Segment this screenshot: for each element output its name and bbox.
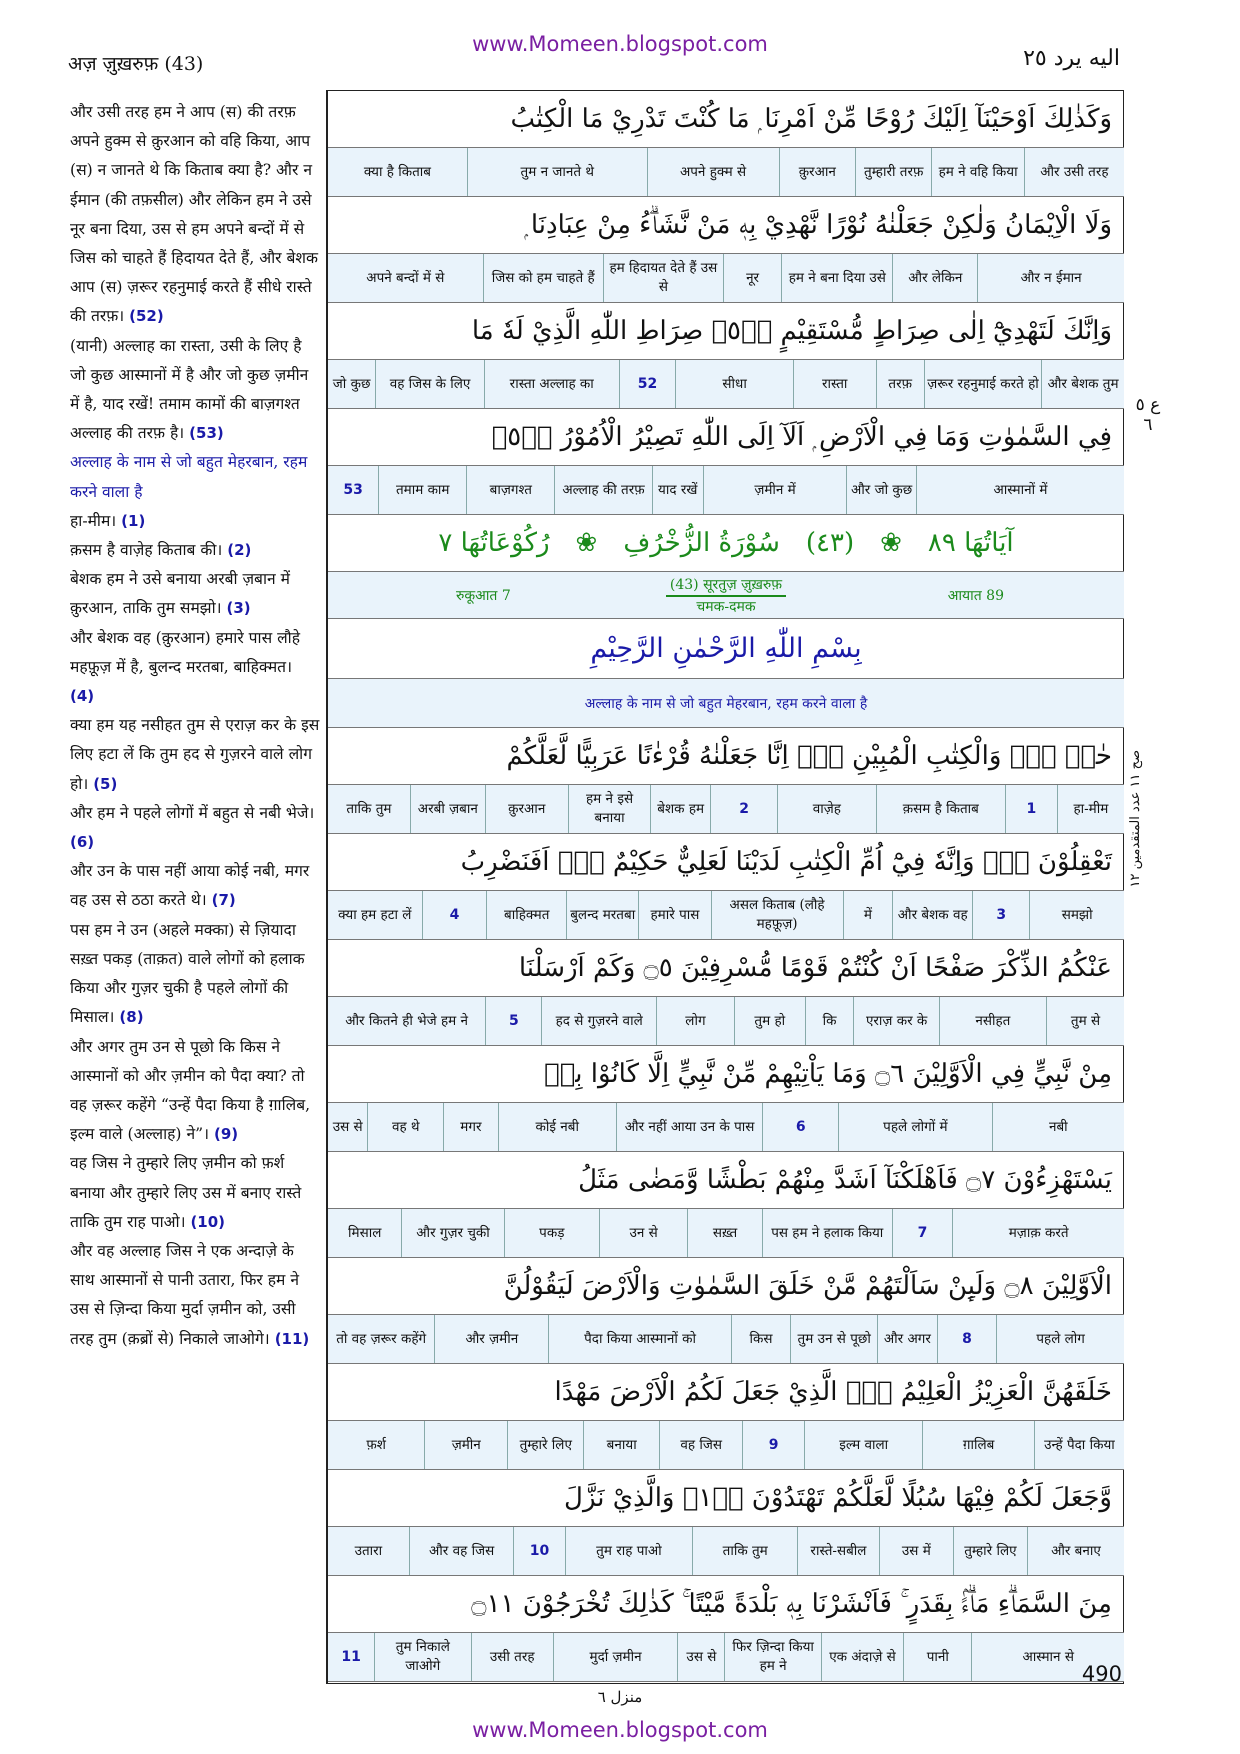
word-meaning-cell: रास्ते-सबील [797, 1527, 879, 1575]
word-meaning-cell: आस्मानों में [916, 466, 1124, 514]
verse-number-cell: 11 [341, 1648, 361, 1665]
word-meaning-cell: तुम उन से पूछो [790, 1315, 877, 1363]
word-meaning-cell: कि [805, 997, 854, 1045]
word-meaning-cell: वह थे [367, 1103, 443, 1151]
word-meaning-cell: तरफ़ [876, 360, 924, 408]
word-meaning-cell: किस [731, 1315, 791, 1363]
translation-paragraph [70, 1237, 320, 1354]
word-meaning-cell: तो वह ज़रूर कहेंगे [336, 1330, 427, 1347]
arabic-verse-line: عَنْكُمُ الذِّكْرَ صَفْحًا اَنْ كُنْتُمْ قَوْمًا مُّسْرِفِيْنَ ۝٥ وَكَمْ اَرْسَلْنَا [328, 940, 1124, 997]
translation-paragraph [70, 98, 320, 332]
word-meaning-cell: पस हम ने हलाक किया [762, 1209, 892, 1257]
word-meaning-cell: क्या हम हटा लें [338, 906, 412, 923]
translation-text: और बेशक वह (क़ुरआन) हमारे पास लौहे महफ़ूज़ में है, बुलन्द मरतबा, बाहिक्मत। [70, 628, 300, 676]
word-meaning-cell: तुम राह पाओ [565, 1527, 693, 1575]
word-meaning-cell: तुम हो [734, 997, 805, 1045]
word-meaning-cell: नबी [992, 1103, 1124, 1151]
word-meaning-cell: हम ने वहि किया [931, 148, 1023, 196]
word-meaning-cell: पहले लोगों में [838, 1103, 992, 1151]
word-meaning-cell: और जो कुछ [846, 466, 916, 514]
word-translation-row [328, 785, 1124, 834]
verse-number: (7) [211, 891, 236, 910]
word-meaning-cell: हम ने इसे बनाया [568, 785, 651, 833]
word-meaning-cell: एक अंदाज़े से [821, 1633, 903, 1681]
word-translation-row [328, 997, 1124, 1046]
side-note: صح ١١ عدد المتقدمين ١٢ [1128, 750, 1143, 888]
arabic-verse-line: وَّجَعَلَ لَكُمْ فِيْهَا سُبُلًا لَّعَلَّكُمْ تَهْتَدُوْنَ ۝١٠ۚ وَالَّذِيْ نَزَّلَ [328, 1470, 1124, 1527]
translation-text: वह जिस ने तुम्हारे लिए ज़मीन को फ़र्श बनाया और तुम्हारे लिए उस में बनाए रास्ते ताकि तुम राह पाओ। [70, 1154, 302, 1231]
word-meaning-cell: रास्ता अल्लाह का [484, 360, 619, 408]
word-translation-row [328, 1209, 1124, 1258]
translation-paragraph [70, 507, 320, 536]
word-translation-row [328, 1633, 1124, 1682]
word-meaning-cell: तुम से [1046, 997, 1124, 1045]
arabic-verse-line: تَعْقِلُوْنَ ۝٣ۚ وَاِنَّهٗ فِيْٓ اُمِّ الْكِتٰبِ لَدَيْنَا لَعَلِيٌّ حَكِيْمٌ ۝٤ۭ اَفَنَضْرِبُ [328, 834, 1124, 891]
word-meaning-cell: ज़रूर रहनुमाई करते हो [924, 360, 1041, 408]
word-meaning-cell: उस से [332, 1118, 363, 1135]
word-meaning-cell: बाहिक्मत [486, 891, 566, 939]
word-meaning-cell: तुम्हारी तरफ़ [855, 148, 931, 196]
word-meaning-cell: अल्लाह की तरफ़ [554, 466, 651, 514]
verse-number-cell: 53 [343, 481, 363, 498]
word-meaning-cell: मज़ाक़ करते [952, 1209, 1124, 1257]
verse-number: (8) [119, 1008, 144, 1027]
word-meaning-cell: अपने बन्दों में से [366, 269, 445, 286]
surah-name-arabic: سُوْرَةُ الزُّخْرُفِ [623, 528, 780, 558]
surah-name-header: अज़ ज़ुख़रुफ़ (43) [68, 53, 204, 75]
verse-number-cell: 3 [972, 891, 1029, 939]
word-meaning-cell: वह जिस [659, 1421, 742, 1469]
arabic-verse-line: حٰمۗ ۝١ۚ وَالْكِتٰبِ الْمُبِيْنِ ۝٢ۙ اِنَّا جَعَلْنٰهُ قُرْءٰنًا عَرَبِيًّا لَّعَلَّكُمْ [328, 728, 1124, 785]
word-meaning-cell: और कितने ही भेजे हम ने [345, 1012, 468, 1029]
word-meaning-cell: हा-मीम [1057, 785, 1124, 833]
word-meaning-cell: तुम निकाले जाओगे [374, 1633, 470, 1681]
word-meaning-cell: सीधा [675, 360, 792, 408]
word-meaning-cell: और नहीं आया उन के पास [616, 1103, 763, 1151]
word-meaning-cell: बाज़गश्त [466, 466, 554, 514]
word-meaning-cell: वाज़ेह [777, 785, 875, 833]
bismillah-translation: अल्लाह के नाम से जो बहुत मेहरबान, रहम करने वाला है [328, 679, 1124, 728]
translation-paragraph [70, 332, 320, 449]
word-translation-row [328, 466, 1124, 515]
verse-number: (10) [190, 1212, 226, 1231]
word-meaning-cell: क़सम है किताब [876, 785, 1006, 833]
word-meaning-cell: नूर [723, 254, 781, 302]
word-meaning-cell: मगर [443, 1103, 498, 1151]
verse-number: (11) [274, 1329, 310, 1348]
word-translation-row [328, 1103, 1124, 1152]
word-meaning-cell: हम ने बना दिया उसे [781, 254, 892, 302]
manzil-label: منزل ٦ [597, 1688, 643, 1706]
word-meaning-cell: याद रखें [652, 466, 703, 514]
translation-text: पस हम ने उन (अहले मक्का) से ज़ियादा सख़्त पकड़ (ताक़त) वाले लोगों को हलाक किया और गुज़र चुकी है पहले लोगों की मिसाल। [70, 920, 305, 1027]
word-meaning-cell: क़ुरआन [779, 148, 855, 196]
arabic-verse-line: وَكَذٰلِكَ اَوْحَيْنَآ اِلَيْكَ رُوْحًا مِّنْ اَمْرِنَا ۭ مَا كُنْتَ تَدْرِيْ مَا الْكِتٰبُ [328, 91, 1124, 148]
word-meaning-cell: जो कुछ [332, 375, 371, 392]
word-meaning-cell: में [843, 891, 893, 939]
translation-paragraph [70, 857, 320, 915]
translation-paragraph [70, 448, 320, 506]
translation-text: (यानी) अल्लाह का रास्ता, उसी के लिए है जो कुछ आस्मानों में है और जो कुछ ज़मीन में है, याद रखें! तमाम कामों की बाज़गश्त अल्लाह की तरफ़ है। [70, 336, 309, 443]
word-meaning-cell: क़ुरआन [485, 785, 568, 833]
word-meaning-cell: ताकि तुम [692, 1527, 797, 1575]
word-meaning-cell: मिसाल [348, 1224, 382, 1241]
bismillah-arabic: بِسْمِ اللّٰهِ الرَّحْمٰنِ الرَّحِيْمِ [328, 619, 1124, 679]
arabic-verse-line: مِنْ نَّبِيٍّ فِي الْاَوَّلِيْنَ ۝٦ وَمَا يَاْتِيْهِمْ مِّنْ نَّبِيٍّ اِلَّا كَانُوْا بِهٖ [328, 1046, 1124, 1103]
verse-number-cell: 2 [710, 785, 777, 833]
word-meaning-cell: क्या है किताब [363, 163, 431, 180]
translation-text: और उसी तरह हम ने आप (स) की तरफ़ अपने हुक्म से क़ुरआन को वहि किया, आप (स) न जानते थे कि किताब क्या है? और न ईमान (की तफ़सील) और लेकिन हम ने उसे नूर बना दिया, उस से हम अपने बन्दों में से जिस को चाहते हैं हिदायत देते हैं, और बेशक आप (स) ज़रूर रहनुमाई करते हैं सीधे रास्ते की तरफ़। [70, 103, 319, 326]
word-translation-row [328, 360, 1124, 409]
word-meaning-cell: और न ईमान [977, 254, 1124, 302]
arabic-verse-line: وَاِنَّكَ لَتَهْدِيْٓ اِلٰى صِرَاطٍ مُّسْتَقِيْمٍ ۝٥٢ۙ صِرَاطِ اللّٰهِ الَّذِيْ لَهٗ مَا [328, 303, 1124, 360]
arabic-verse-line: خَلَقَهُنَّ الْعَزِيْزُ الْعَلِيْمُ ۝٩ۙ الَّذِيْ جَعَلَ لَكُمُ الْاَرْضَ مَهْدًا [328, 1364, 1124, 1421]
word-meaning-cell: उन्हें पैदा किया [1034, 1421, 1124, 1469]
ayat-count-arabic: آيَاتُهَا ٨٩ [927, 528, 1014, 558]
translation-paragraph [70, 916, 320, 1033]
word-translation-row [328, 1421, 1124, 1470]
translation-paragraph [70, 536, 320, 565]
page-number: 490 [1081, 1662, 1122, 1686]
translation-text: और अगर तुम उन से पूछो कि किस ने आस्मानों को और ज़मीन को पैदा क्या? तो वह ज़रूर कहेंगे “उन्हें पैदा किया है ग़ालिब, इल्म वाले (अल्लाह) ने”। [70, 1037, 311, 1144]
verse-number: (6) [70, 833, 95, 852]
translation-paragraph [70, 799, 320, 857]
translation-text: और वह अल्लाह जिस ने एक अन्दाज़े के साथ आस्मानों से पानी उतारा, फिर हम ने उस से ज़िन्दा किया मुर्दा ज़मीन को, उसी तरह तुम (क़ब्रों से) निकाले जाओगे। [70, 1241, 299, 1348]
word-meaning-cell: उसी तरह [471, 1633, 553, 1681]
translation-text: अल्लाह के नाम से जो बहुत मेहरबान, रहम करने वाला है [70, 453, 308, 501]
verse-number-cell: 9 [742, 1421, 804, 1469]
word-meaning-cell: असल किताब (लौहे महफ़ूज़) [711, 891, 843, 939]
word-meaning-cell: अरबी ज़बान [410, 785, 485, 833]
arabic-verse-line: مِنَ السَّمَاۗءِ مَاۗءًۢ بِقَدَرٍ ۚ فَاَنْشَرْنَا بِهٖ بَلْدَةً مَّيْتًا ۚ كَذٰلِكَ تُخْرَجُوْنَ ۝١١ [328, 1576, 1124, 1633]
word-meaning-cell: बेशक हम [650, 785, 709, 833]
translation-paragraph [70, 711, 320, 799]
word-meaning-cell: ज़मीन [424, 1421, 507, 1469]
surah-number-arabic: (٤٣) [805, 528, 855, 558]
word-meaning-cell: हद से गुज़रने वाले [541, 997, 656, 1045]
surah-meaning: चमक-दमक [696, 599, 756, 615]
translation-column [70, 98, 320, 1354]
word-meaning-cell: आस्मान से [971, 1633, 1124, 1681]
verse-number-cell: 4 [422, 891, 487, 939]
translation-text: और उन के पास नहीं आया कोई नबी, मगर वह उस से ठठा करते थे। [70, 862, 310, 910]
translation-paragraph [70, 1149, 320, 1237]
para-name-header: اليه يرد ٢٥ [1023, 46, 1120, 71]
word-meaning-cell: लोग [656, 997, 734, 1045]
word-meaning-cell: उतारा [354, 1542, 383, 1559]
word-meaning-cell: समझो [1029, 891, 1124, 939]
word-meaning-cell: जिस को हम चाहते हैं [483, 254, 603, 302]
word-meaning-cell: उन से [599, 1209, 687, 1257]
verse-number-cell: 8 [937, 1315, 997, 1363]
verse-number-cell: 52 [619, 360, 676, 408]
word-meaning-cell: और बेशक वह [892, 891, 972, 939]
translation-paragraph [70, 1033, 320, 1150]
word-meaning-cell: पहले लोग [996, 1315, 1124, 1363]
word-meaning-cell: वह जिस के लिए [375, 360, 484, 408]
flower-ornament-icon: ❀ [575, 528, 598, 558]
flower-ornament-icon: ❀ [880, 528, 902, 558]
word-meaning-cell: तुम न जानते थे [467, 148, 647, 196]
verse-number: (5) [93, 774, 118, 793]
verse-number: (52) [129, 307, 164, 326]
word-meaning-cell: और ज़मीन [434, 1315, 548, 1363]
word-meaning-cell: उस से [677, 1633, 724, 1681]
verse-number-cell: 10 [513, 1527, 564, 1575]
surah-name-hindi: (43) सूरतुज़ ज़ुख़रुफ़ [666, 575, 786, 597]
word-meaning-cell: अपने हुक्म से [647, 148, 779, 196]
word-meaning-cell: ज़मीन में [703, 466, 846, 514]
word-meaning-cell: तुम्हारे लिए [953, 1527, 1027, 1575]
verse-number: (9) [213, 1125, 239, 1144]
word-meaning-cell: कोई नबी [498, 1103, 616, 1151]
word-meaning-cell: पकड़ [504, 1209, 599, 1257]
word-meaning-cell: हम हिदायत देते हैं उस से [603, 254, 723, 302]
ruku-count-arabic: رُكُوْعَاتُهَا ٧ [438, 528, 550, 558]
word-meaning-cell: उस में [879, 1527, 953, 1575]
ruku-marker: ع ٥ ٦ [1135, 395, 1161, 435]
word-meaning-cell: एराज़ कर के [853, 997, 938, 1045]
verse-number: (1) [121, 511, 146, 530]
header-url[interactable]: www.Momeen.blogspot.com [472, 32, 768, 56]
word-meaning-cell: नसीहत [939, 997, 1046, 1045]
word-meaning-cell: तुम्हारे लिए [507, 1421, 583, 1469]
surah-info-row [328, 572, 1124, 619]
translation-text: क्या हम यह नसीहत तुम से एराज़ कर के इस लिए हटा लें कि तुम हद से गुज़रने वाले लोग हो। [70, 716, 320, 793]
verse-number: (53) [189, 424, 224, 443]
verse-number: (4) [70, 687, 95, 706]
translation-paragraph [70, 624, 320, 712]
verse-number-cell: 5 [485, 997, 541, 1045]
word-meaning-cell: रास्ता [793, 360, 876, 408]
translation-text: क़सम है वाज़ेह किताब की। [70, 541, 223, 560]
word-meaning-cell: और लेकिन [892, 254, 977, 302]
verse-number-cell: 7 [892, 1209, 953, 1257]
word-meaning-cell: और अगर [877, 1315, 937, 1363]
word-translation-row [328, 1527, 1124, 1576]
word-meaning-cell: पानी [903, 1633, 971, 1681]
word-meaning-cell: सख़्त [687, 1209, 761, 1257]
word-meaning-cell: और बेशक तुम [1041, 360, 1124, 408]
word-meaning-cell: तमाम काम [378, 466, 466, 514]
word-meaning-cell: और गुज़र चुकी [401, 1209, 503, 1257]
ayat-count: आयात 89 [947, 588, 1004, 604]
verse-number: (2) [227, 541, 252, 560]
word-translation-row [328, 254, 1124, 303]
word-meaning-cell: हमारे पास [638, 891, 710, 939]
word-meaning-cell: बनाया [583, 1421, 659, 1469]
arabic-verse-line: الْاَوَّلِيْنَ ۝٨ وَلَىِٕنْ سَاَلْتَهُمْ مَّنْ خَلَقَ السَّمٰوٰتِ وَالْاَرْضَ لَيَقُوْلُنَّ [328, 1258, 1124, 1315]
translation-text: हा-मीम। [70, 511, 117, 530]
word-meaning-cell: पैदा किया आस्मानों को [548, 1315, 730, 1363]
arabic-verse-line: يَسْتَهْزِءُوْنَ ۝٧ فَاَهْلَكْنَآ اَشَدَّ مِنْهُمْ بَطْشًا وَّمَضٰى مَثَلُ [328, 1152, 1124, 1209]
translation-text: और हम ने पहले लोगों में बहुत से नबी भेजे। [70, 803, 315, 822]
word-meaning-cell: और वह जिस [409, 1527, 514, 1575]
word-translation-row [328, 891, 1124, 940]
word-meaning-cell: मुर्दा ज़मीन [553, 1633, 677, 1681]
verse-number-cell: 1 [1005, 785, 1057, 833]
word-translation-row [328, 148, 1124, 197]
footer-url[interactable]: www.Momeen.blogspot.com [472, 1718, 768, 1742]
translation-paragraph [70, 565, 320, 623]
ruku-count: रुकूआत 7 [456, 588, 511, 604]
surah-title-arabic [328, 515, 1124, 572]
word-meaning-cell: बुलन्द मरतबा [566, 891, 638, 939]
word-meaning-cell: ताकि तुम [346, 800, 392, 817]
arabic-verse-line: فِي السَّمٰوٰتِ وَمَا فِي الْاَرْضِ ۭ اَلَآ اِلَى اللّٰهِ تَصِيْرُ الْاُمُوْرُ ۝٥٣ۧ [328, 409, 1124, 466]
translation-text: बेशक हम ने उसे बनाया अरबी ज़बान में क़ुरआन, ताकि तुम समझो। [70, 570, 290, 618]
word-meaning-cell: और उसी तरह [1024, 148, 1124, 196]
verse-number-cell: 6 [762, 1103, 838, 1151]
verse-number: (3) [226, 599, 251, 618]
word-meaning-cell: फिर ज़िन्दा किया हम ने [724, 1633, 820, 1681]
word-meaning-cell: और बनाए [1027, 1527, 1124, 1575]
word-meaning-cell: फ़र्श [366, 1436, 386, 1453]
arabic-verse-line: وَلَا الْاِيْمَانُ وَلٰكِنْ جَعَلْنٰهُ نُوْرًا نَّهْدِيْ بِهٖ مَنْ نَّشَاۗءُ مِنْ عِبَادِنَا ۭ [328, 197, 1124, 254]
word-translation-row [328, 1315, 1124, 1364]
word-meaning-cell: इल्म वाला [804, 1421, 923, 1469]
word-by-word-panel [328, 90, 1124, 1684]
word-meaning-cell: ग़ालिब [922, 1421, 1033, 1469]
